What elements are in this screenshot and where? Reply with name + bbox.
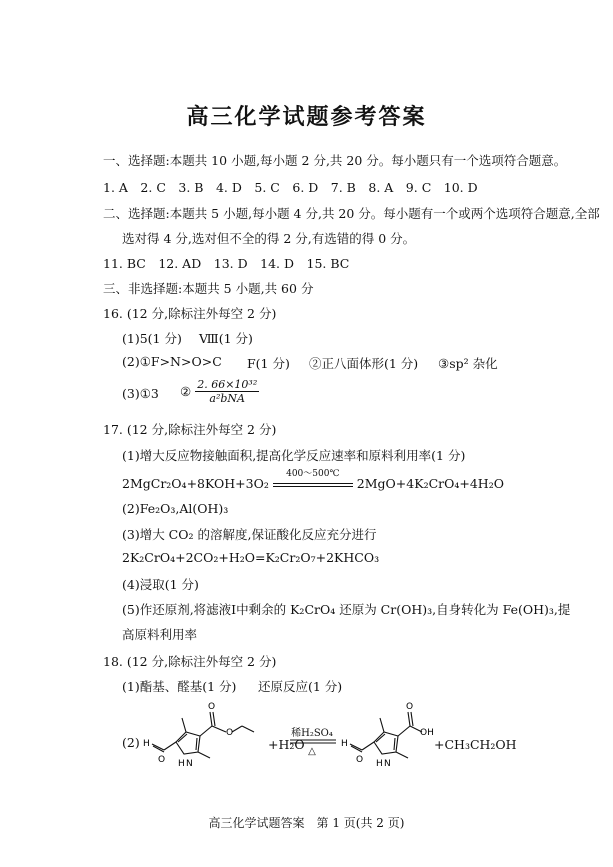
q17-eq2: 2K₂CrO₄+2CO₂+H₂O=K₂Cr₂O₇+2KHCO₃ — [122, 550, 380, 565]
acid-o-label: O — [406, 702, 414, 712]
sec3-header: 三、非选择题:本题共 5 小题,共 60 分 — [103, 281, 314, 296]
q17-l4: (4)浸取(1 分) — [122, 577, 199, 592]
q16-head: 16. (12 分,除标注外每空 2 分) — [103, 306, 277, 321]
density-denominator: a²bNA — [209, 392, 245, 405]
n-label: N — [186, 759, 193, 769]
q18-l1a: (1)酯基、醛基(1 分) — [122, 679, 237, 694]
q16-l3a: (3)①3 — [122, 386, 159, 401]
q17-head: 17. (12 分,除标注外每空 2 分) — [103, 422, 277, 437]
q17-l2: (2)Fe₂O₃,Al(OH)₃ — [122, 501, 229, 516]
q17-eq1-cond: 400～500℃ — [286, 468, 340, 479]
q18-l1b: 还原反应(1 分) — [258, 679, 343, 694]
sec1-header: 一、选择题:本题共 10 小题,每小题 2 分,共 20 分。每小题只有一个选项符合题意。 — [103, 153, 567, 168]
q17-eq1-right: 2MgO+4K₂CrO₄+4H₂O — [356, 476, 504, 491]
q17-l5a: (5)作还原剂,将滤液Ⅰ中剩余的 K₂CrO₄ 还原为 Cr(OH)₃,自身转化为 Fe(OH)₃,提 — [122, 602, 571, 617]
product-structure — [336, 700, 436, 782]
plus-water: +H₂O — [268, 737, 305, 752]
plus-ethanol: +CH₃CH₂OH — [434, 737, 517, 752]
sec1-answers: 1. A 2. C 3. B 4. D 5. C 6. D 7. B 8. A 9. C 10. D — [103, 180, 478, 195]
page-footer: 高三化学试题答案 第 1 页(共 2 页) — [208, 816, 405, 830]
acid-oh-label: OH — [420, 728, 434, 738]
n2-label: N — [384, 759, 391, 769]
q17-l3: (3)增大 CO₂ 的溶解度,保证酸化反应充分进行 — [122, 527, 377, 542]
q16-l1b: Ⅷ(1 分) — [199, 331, 253, 346]
reaction-condition-sign — [273, 468, 353, 492]
page-title: 高三化学试题参考答案 — [186, 104, 427, 130]
q16-l2a: (2)①F>N>O>C — [122, 354, 222, 369]
heat-condition: △ — [308, 746, 316, 757]
reactant-structure — [138, 700, 268, 782]
ester-o2-label: O — [226, 728, 234, 738]
q16-l3b: ② — [180, 384, 192, 399]
aldehyde-h-label: H — [143, 739, 150, 749]
q17-l5b: 高原料利用率 — [122, 627, 198, 642]
q16-l2c: ②正八面体形(1 分) — [309, 356, 419, 371]
ester-o-label: O — [208, 702, 216, 712]
sec2-header-line2: 选对得 4 分,选对但不全的得 2 分,有选错的得 0 分。 — [122, 231, 416, 246]
q18-l2: (2) — [122, 735, 140, 750]
nh-label: H — [178, 759, 185, 769]
aldehyde2-h-label: H — [341, 739, 348, 749]
q16-l3b-wrap — [180, 378, 259, 405]
density-numerator: 2. 66×10³² — [197, 378, 258, 391]
aldehyde-o-label: O — [158, 755, 166, 765]
acid-condition: 稀H₂SO₄ — [291, 728, 333, 739]
q17-l1: (1)增大反应物接触面积,提高化学反应速率和原料利用率(1 分) — [122, 448, 466, 463]
q16-l2b: F(1 分) — [247, 356, 290, 371]
q16-l2d: ③sp² 杂化 — [438, 356, 498, 371]
density-fraction — [195, 378, 259, 405]
aldehyde2-o-label: O — [356, 755, 364, 765]
q17-eq1-left: 2MgCr₂O₄+8KOH+3O₂ — [122, 476, 269, 491]
q18-head: 18. (12 分,除标注外每空 2 分) — [103, 654, 277, 669]
nh2-label: H — [376, 759, 383, 769]
q17-eq1 — [122, 468, 504, 492]
q16-l1a: (1)5(1 分) — [122, 331, 182, 346]
sec2-header-line1: 二、选择题:本题共 5 小题,每小题 4 分,共 20 分。每小题有一个或两个选项符合题意,全部 — [103, 206, 600, 221]
reaction-arrow-icon — [290, 738, 336, 746]
sec2-answers: 11. BC 12. AD 13. D 14. D 15. BC — [103, 256, 350, 271]
